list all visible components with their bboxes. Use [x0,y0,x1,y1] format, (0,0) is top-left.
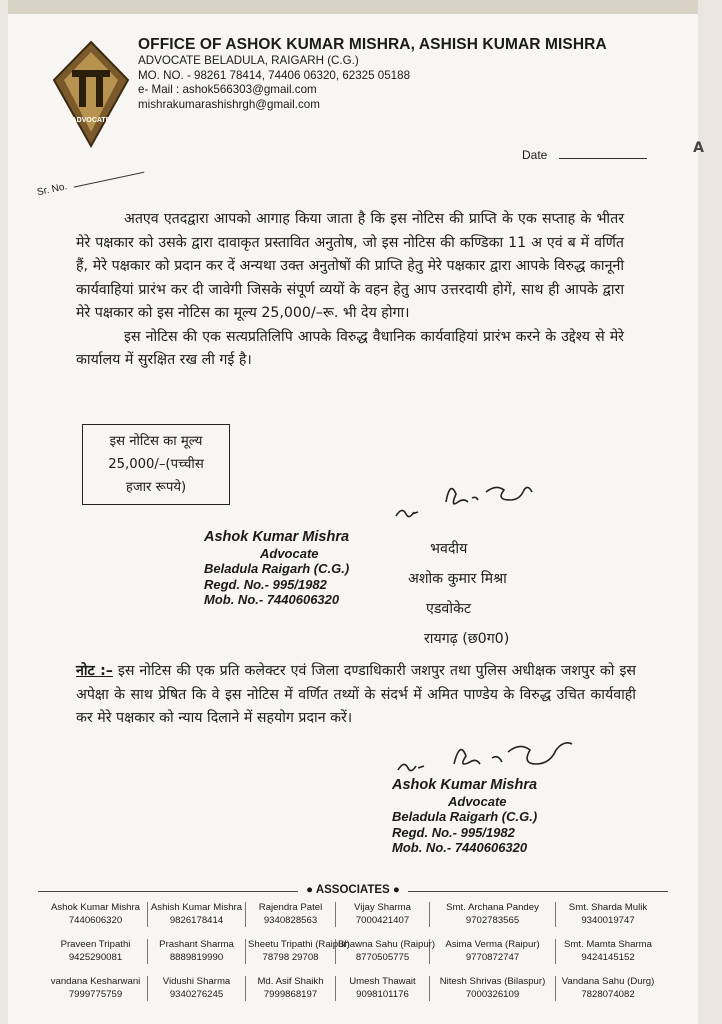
note-label: नोट :– [76,663,113,679]
letterhead [138,36,607,112]
notice-fee-box [82,424,230,505]
associate-entry [44,976,148,1001]
associate-name: Umesh Thawait [349,976,416,987]
associate-name: Smt. Sharda Mulik [568,902,648,913]
associate-entry [430,976,556,1001]
associate-phone: 9770872747 [465,951,520,963]
associate-phone: 9098101176 [356,988,409,1000]
associates-title: ASSOCIATES [315,884,390,896]
note-text: इस नोटिस की एक प्रति कलेक्टर एवं जिला दण्डाधिकारी जशपुर तथा पुलिस अधीक्षक जशपुर को इस अपेक्षा के साथ प्रेषित कि वे इस नोटिस में वर्णित तथ्यों के संदर्भ में अमित पाण्डेय के विरुद्ध उचित कार्यवाही कर मेरे पक्षकार को न्याय दिलाने में सहयोग प्रदान करें। [76,663,636,726]
office-title: OFFICE OF ASHOK KUMAR MISHRA, ASHISH KUMAR MISHRA [138,36,607,53]
associate-phone: 7440606320 [68,914,123,926]
associate-phone: 9826178414 [169,914,224,926]
associate-name: Ashish Kumar Mishra [150,902,243,913]
closing-block [408,534,509,654]
stamp-place: Beladula Raigarh (C.G.) [392,809,538,824]
associate-entry [556,939,660,964]
serial-number-label: Sr. No. [36,181,69,199]
stamp-place: Beladula Raigarh (C.G.) [204,561,350,576]
associate-phone: 8770505775 [355,951,410,963]
edge-mark: A [693,140,704,156]
signature-1 [386,472,556,532]
associate-entry [246,939,350,964]
serial-number-blank-line [74,172,145,188]
associate-name: Bhawna Sahu (Raipur) [338,939,436,950]
associate-phone: 7999775759 [68,988,123,1000]
office-address: ADVOCATE BELADULA, RAIGARH (C.G.) [138,54,359,67]
associate-phone: 7828074082 [581,988,635,1000]
associate-entry [336,902,430,927]
associate-name: Nitesh Shrivas (Bilaspur) [439,976,546,987]
stamp-mob: Mob. No.- 7440606320 [204,592,340,607]
associate-entry [148,902,246,927]
closing-line-4: रायगढ़ (छ0ग0) [424,631,510,647]
stamp-name: Ashok Kumar Mishra [392,777,538,793]
associate-entry [148,976,246,1001]
note-section [76,660,636,731]
associate-phone: 8889819990 [169,951,224,963]
associate-phone: 7000421407 [355,914,410,926]
logo-text: ADVOCATE [71,117,111,124]
associate-name: Ashok Kumar Mishra [50,902,141,913]
stamp-title: Advocate [448,793,507,809]
associate-name: Asima Verma (Raipur) [445,939,540,950]
associate-entry [44,902,148,927]
associate-entry [44,939,148,964]
document-page [8,0,704,1024]
fee-line-2: 25,000/–(पच्चीस [108,457,204,472]
advocate-logo-icon [52,40,130,148]
stamp-title: Advocate [260,545,319,561]
page-top-edge [8,0,698,14]
associate-entry [556,976,660,1001]
fee-line-1: इस नोटिस का मूल्य [109,434,203,449]
fee-line-3: हजार रूपये) [125,480,187,495]
associate-name: Smt. Mamta Sharma [564,939,652,950]
associate-name: Md. Asif Shaikh [257,976,324,987]
associate-phone: 9702783565 [465,914,520,926]
office-mobile: MO. NO. - 98261 78414, 74406 06320, 62325 05188 [138,68,411,82]
stamp-name: Ashok Kumar Mishra [204,529,350,545]
associate-name: Smt. Archana Pandey [446,902,539,913]
associate-phone: 9340019747 [581,914,635,926]
associate-entry [246,976,336,1001]
associate-name: Vandana Sahu (Durg) [561,976,655,987]
associate-phone: 9340276245 [169,988,224,1000]
associate-entry [336,939,436,964]
associate-name: Rajendra Patel [258,902,323,913]
associate-phone: 7999868197 [263,988,318,1000]
associate-phone: 9424145152 [581,951,635,963]
associate-entry [246,902,336,927]
associate-phone: 7000326109 [465,988,520,1000]
associate-name: Prashant Sharma [159,939,234,950]
associate-phone: 9425290081 [68,951,123,963]
closing-line-2: अशोक कुमार मिश्रा [408,571,507,587]
stamp-regd: Regd. No.- 995/1982 [204,576,327,592]
date-field [522,148,647,162]
associates-grid [44,902,670,1001]
date-blank-line [559,148,647,159]
associate-entry [430,902,556,927]
closing-line-1: भवदीय [430,541,468,557]
associate-name: Vijay Sharma [354,902,411,913]
date-label: Date [522,148,548,162]
office-email-2: mishrakumarashishrgh@gmail.com [138,97,320,111]
associate-entry [430,939,556,964]
associate-entry [336,976,430,1001]
associate-phone: 78798 29708 [262,951,319,963]
closing-line-3: एडवोकेट [426,601,472,617]
associate-name: Vidushi Sharma [162,976,231,987]
associate-name: Sheetu Tripathi (Raipur) [248,939,350,950]
notice-paragraph-1: अतएव एतदद्वारा आपको आगाह किया जाता है कि इस नोटिस की प्राप्ति के एक सप्ताह के भीतर मेरे पक्षकार को उसके द्वारा दावाकृत प्रस्तावित अनुतोष, जो इस नोटिस की कण्डिका 11 अ एवं ब में वर्णित हैं, मेरे पक्षकार को प्रदान कर दें अन्यथा उक्त अनुतोषों की प्राप्ति हेतु मेरे पक्षकार द्वारा आपके विरुद्ध कानूनी कार्यवाहियां प्रारंभ कर दी जावेगी जिसके संपूर्ण व्ययों के वहन हेतु आप उत्तरदायी होगें, साथ ही आपके द्वारा मेरे पक्षकार को इस नोटिस का मूल्य 25,000/–रू. भी देय होगा। [76,211,624,321]
advocate-stamp-1 [204,530,349,608]
serial-number-field [36,165,145,198]
advocate-stamp-2 [392,778,537,856]
associate-entry [556,902,660,927]
associates-header: ● ASSOCIATES ● [8,884,698,896]
associate-phone: 9340828563 [263,914,318,926]
notice-body [76,208,624,373]
associate-entry [148,939,246,964]
stamp-regd: Regd. No.- 995/1982 [392,824,515,840]
associate-name: Praveen Tripathi [60,939,131,950]
office-email-1: e- Mail : ashok566303@gmail.com [138,83,317,96]
associate-name: vandana Kesharwani [50,976,141,987]
stamp-mob: Mob. No.- 7440606320 [392,840,528,855]
notice-paragraph-2: इस नोटिस की एक सत्यप्रतिलिपि आपके विरुद्ध वैधानिक कार्यवाहियां प्रारंभ करने के उद्देश्य से मेरे कार्यालय में सुरक्षित रख ली गई है। [76,328,624,368]
